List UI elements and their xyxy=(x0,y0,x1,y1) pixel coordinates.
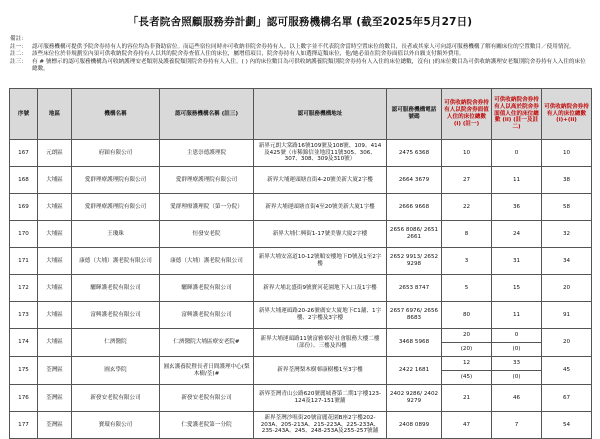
cell-upgrade: 31 xyxy=(492,248,542,275)
cell-address: 新界大埔運頭路20-26號廣安大廈地下C1舖、1字樓、2字樓及3字樓 xyxy=(254,302,387,329)
cell-upgrade: 33 xyxy=(492,357,542,371)
cell-sum: 54 xyxy=(542,412,592,439)
cell-org: 寶環有限公司 xyxy=(72,412,160,439)
note-text: 認可服務機構可提供予院舍券持有人的容位均為非資助宿位。而這些宿位同時亦可收納非院舍券持有人。以上數字並不代表院舍當時空置床位的數目，長者或其家人可向認可服務機構了解有關床位的空置數目／使用情況。 xyxy=(32,43,575,50)
cell-service: 恒發安老院 xyxy=(160,221,254,248)
table-row xyxy=(10,412,592,439)
header-places-total: 可供收納院舍券持有人以院舍券面值人住的床位總數 (i) (註一) xyxy=(442,89,492,140)
note-text: 該些床位位於非規劃室內須可供收納院舍券持有人以其的院舍券查值人住的床位，屬增值項目，院舍券持有人如選擇這類床位，他/她必須在院舍券面值以外自願支付額外費用。 xyxy=(32,51,465,58)
cell-upgrade: 7 xyxy=(492,412,542,439)
table-row xyxy=(10,194,592,221)
header-service-name: 認可服務機構名稱 (註三) xyxy=(160,89,254,140)
cell-upgrade-nursing: (0) xyxy=(492,371,542,385)
cell-service: 新發安老院有限公司 xyxy=(160,385,254,412)
cell-phone: 2657 6976/ 2656 8683 xyxy=(387,302,442,329)
cell-total: 21 xyxy=(442,385,492,412)
cell-sum: 58 xyxy=(542,194,592,221)
note-number: 註三： xyxy=(10,58,27,65)
cell-org: 愛群理療護理院有限公司 xyxy=(72,167,160,194)
cell-address: 新界大埔運頭路11號富雅邨好社會服務大樓二樓（部份）、三樓及四樓 xyxy=(254,329,387,357)
cell-seq: 167 xyxy=(10,140,38,167)
cell-service: 富興護老院有限公司 xyxy=(160,302,254,329)
note-number: 註二： xyxy=(10,51,27,58)
notes-section xyxy=(10,36,590,74)
header-phone: 認可服務機構電話號碼 xyxy=(387,89,442,140)
cell-district: 大埔區 xyxy=(38,302,72,329)
cell-seq: 177 xyxy=(10,412,38,439)
cell-upgrade: 15 xyxy=(492,275,542,302)
table-row xyxy=(10,385,592,412)
cell-phone: 2666 9668 xyxy=(387,194,442,221)
note-text: 有 # 號標示的認可服務機構為可收納護理安老類別及護養院類別院舍券持有人入住。( ) 內的床位數目為可供收納護養院類別院舍券持有人入住的床位總數，沒有( )的床位數目為可供收納護理安老類別院舍券持有人入住的床位總數。 xyxy=(32,58,586,73)
cell-total: 5 xyxy=(442,275,492,302)
cell-seq: 172 xyxy=(10,275,38,302)
header-places-sum: 可供收納院舍券持有人的床位總數(i)+(ii) xyxy=(542,89,592,140)
cell-total: 8 xyxy=(442,221,492,248)
service-provider-table xyxy=(9,88,592,439)
header-district: 地區 xyxy=(38,89,72,140)
cell-total: 3 xyxy=(442,248,492,275)
cell-service: 主恩崇德護理院 xyxy=(160,140,254,167)
cell-phone: 2402 9286/ 2402 9279 xyxy=(387,385,442,412)
cell-total-nursing: (45) xyxy=(442,371,492,385)
cell-upgrade: 11 xyxy=(492,167,542,194)
cell-upgrade: 24 xyxy=(492,221,542,248)
cell-upgrade-nursing: (0) xyxy=(492,343,542,357)
table-row xyxy=(10,221,592,248)
cell-org: 愛群理療護理院有限公司 xyxy=(72,194,160,221)
note-number: 註一： xyxy=(10,43,27,50)
cell-address: 新界荃灣青山公路620號麗城薈第二期1字樓123-124及127-151號舖 xyxy=(254,385,387,412)
cell-total: 22 xyxy=(442,194,492,221)
cell-phone: 2653 8747 xyxy=(387,275,442,302)
cell-seq: 173 xyxy=(10,302,38,329)
cell-address: 新界荃灣沙咀街20號富麗花園B座2字樓202-203A、205-213A、215-223A、225-233A、235-243A、245、248-253A及255-257號舖 xyxy=(254,412,387,439)
cell-upgrade: 0 xyxy=(492,329,542,343)
cell-address: 新界荃灣梨木樹邨康樹樓1至3字樓 xyxy=(254,357,387,385)
cell-service: 圓玄護養院暨長者日間護理中心(梨木樹/荃)# xyxy=(160,357,254,385)
cell-seq: 169 xyxy=(10,194,38,221)
note-item xyxy=(10,59,590,74)
cell-upgrade: 0 xyxy=(492,140,542,167)
cell-service: 仁愛護老院第一分院 xyxy=(160,412,254,439)
cell-total: 80 xyxy=(442,302,492,329)
cell-total: 10 xyxy=(442,140,492,167)
cell-service: 愛群理療護理院有限公司 xyxy=(160,167,254,194)
header-org-name: 機構名稱 xyxy=(72,89,160,140)
cell-district: 大埔區 xyxy=(38,167,72,194)
header-address: 認可服務機構地址 xyxy=(254,89,387,140)
header-seq: 序號 xyxy=(10,89,38,140)
cell-seq: 168 xyxy=(10,167,38,194)
cell-phone: 2652 9913/ 2652 9298 xyxy=(387,248,442,275)
cell-address: 新界大埔北盛街9號寶河花園地下入口及1字樓 xyxy=(254,275,387,302)
table-row xyxy=(10,140,592,167)
table-row xyxy=(10,248,592,275)
cell-phone: 3468 5968 xyxy=(387,329,442,357)
cell-district: 荃灣區 xyxy=(38,385,72,412)
cell-total: 12 xyxy=(442,357,492,371)
cell-sum: 32 xyxy=(542,221,592,248)
table-row xyxy=(10,275,592,302)
cell-total-nursing: (20) xyxy=(442,343,492,357)
cell-district: 荃灣區 xyxy=(38,357,72,385)
cell-phone: 2475 6368 xyxy=(387,140,442,167)
cell-sum: 20 xyxy=(542,275,592,302)
header-places-upgrade: 可供收納院舍券持有人以高於院舍券面值人住的床位總數 (ii) (註一及註二) xyxy=(492,89,542,140)
cell-seq: 171 xyxy=(10,248,38,275)
cell-seq: 170 xyxy=(10,221,38,248)
cell-service: 仁濟醫院大埔區療安老院# xyxy=(160,329,254,357)
cell-sum: 67 xyxy=(542,385,592,412)
cell-address: 新界大埔仁興街1-17號美譽大廈2字樓 xyxy=(254,221,387,248)
cell-org: 新發安老院有限公司 xyxy=(72,385,160,412)
note-item xyxy=(10,51,590,59)
cell-district: 元朗區 xyxy=(38,140,72,167)
cell-sum: 10 xyxy=(542,140,592,167)
cell-service: 愛群理療護理院（第一分院） xyxy=(160,194,254,221)
cell-phone: 2664 3679 xyxy=(387,167,442,194)
cell-district: 荃灣區 xyxy=(38,412,72,439)
cell-upgrade: 11 xyxy=(492,302,542,329)
cell-district: 大埔區 xyxy=(38,275,72,302)
cell-upgrade: 46 xyxy=(492,385,542,412)
cell-seq: 176 xyxy=(10,385,38,412)
cell-upgrade: 36 xyxy=(492,194,542,221)
cell-address: 新界元朗大棠路16號109號及108號、109、414及425號（市稀錦信並地段11號305、306、307、308、309及310號） xyxy=(254,140,387,167)
cell-phone: 2422 1681 xyxy=(387,357,442,385)
cell-sum: 45 xyxy=(542,357,592,385)
cell-sum: 20 xyxy=(542,329,592,357)
cell-sum: 91 xyxy=(542,302,592,329)
table-row xyxy=(10,329,592,343)
table-header-row xyxy=(10,89,592,140)
cell-total: 27 xyxy=(442,167,492,194)
notes-heading: 備註： xyxy=(10,36,27,42)
cell-org: 府穎有限公司 xyxy=(72,140,160,167)
cell-district: 大埔區 xyxy=(38,329,72,357)
cell-sum: 38 xyxy=(542,167,592,194)
cell-address: 新界大埔安富道10-12號順安樓地下D號及1至2字樓 xyxy=(254,248,387,275)
cell-district: 大埔區 xyxy=(38,248,72,275)
table-row xyxy=(10,357,592,371)
table-row xyxy=(10,167,592,194)
table-row xyxy=(10,302,592,329)
cell-org: 驪暉護老院有限公司 xyxy=(72,275,160,302)
cell-district: 大埔區 xyxy=(38,221,72,248)
cell-org: 富興護老院有限公司 xyxy=(72,302,160,329)
cell-seq: 175 xyxy=(10,357,38,385)
cell-seq: 174 xyxy=(10,329,38,357)
cell-total: 20 xyxy=(442,329,492,343)
cell-phone: 2408 0899 xyxy=(387,412,442,439)
cell-district: 大埔區 xyxy=(38,194,72,221)
cell-org: 王瓊珠 xyxy=(72,221,160,248)
cell-total: 47 xyxy=(442,412,492,439)
cell-org: 圓玄學院 xyxy=(72,357,160,385)
cell-sum: 34 xyxy=(542,248,592,275)
cell-phone: 2656 8086/ 2651 2661 xyxy=(387,221,442,248)
page-title: 「長者院舍照顧服務券計劃」認可服務機構名單 (截至2025年5月27日) xyxy=(127,16,473,28)
cell-address: 新界大埔運頭塘直街4-20號美新大廈2字樓 xyxy=(254,167,387,194)
cell-address: 新界大埔運頭塘直街4至20號美新大廈1字樓 xyxy=(254,194,387,221)
cell-org: 仁濟醫院 xyxy=(72,329,160,357)
cell-service: 驪暉護老院有限公司 xyxy=(160,275,254,302)
cell-org: 康德（大埔）護老院有限公司 xyxy=(72,248,160,275)
cell-service: 康德（大埔）護老院有限公司 xyxy=(160,248,254,275)
